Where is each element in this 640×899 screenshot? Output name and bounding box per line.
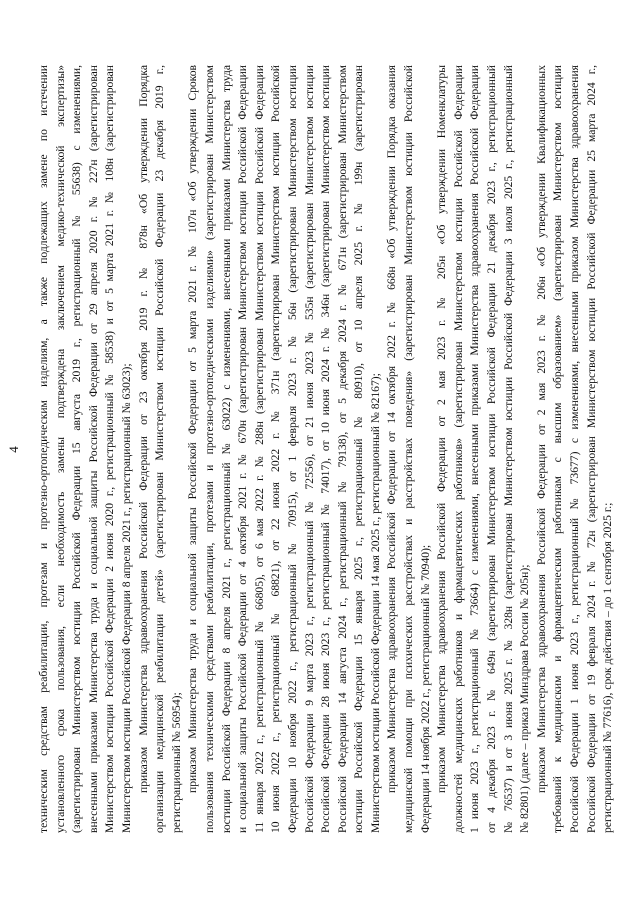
- text-line: регистрационный № 77616), срок действия – до 1 сентября 2025 г.;: [601, 502, 615, 833]
- text-line: должностей медицинских работников и фармацевтических работников» (зарегистрирован Министерством юстиции Российской Федерации: [451, 65, 465, 833]
- text-line: и социальной защиты Российской Федерации от 4 октября 2021 г. № 670н (зарегистрирован Министерством юстиции Российской Федерации: [236, 65, 250, 833]
- text-line: Российской Федерации 14 августа 2024 г., регистрационный № 79138), от 5 декабря 2024 г. № 671н (зарегистрирован Министерством: [335, 65, 349, 833]
- text-line: пользования техническими средствами реабилитации, протезами и протезно-ортопедическими изделиями» (зарегистрирован Министерством: [202, 65, 216, 833]
- text-line: Федерации 10 ноября 2022 г., регистрационный № 70915), от 1 февраля 2023 г. № 56н (зарегистрирован Министерством юстиции: [285, 65, 299, 833]
- text-line: 1 июня 2023 г., регистрационный № 73664) с изменениями, внесенными приказами Министерства здравоохранения Российской Федерации: [468, 65, 482, 833]
- document-body: [36, 65, 615, 833]
- paragraph-first-line: приказом Министерства здравоохранения Российской Федерации от 23 октября 2019 г. № 878н «Об утверждении Порядка: [136, 65, 150, 793]
- paragraph-first-line: приказом Министерства здравоохранения Российской Федерации от 2 мая 2023 г. № 206н «Об утверждении Квалификационных: [534, 65, 548, 793]
- paragraph-first-line: приказом Министерства здравоохранения Российской Федерации от 14 октября 2022 г. № 668н «Об утверждении Порядка оказания: [385, 65, 399, 793]
- text-line: 11 января 2022 г., регистрационный № 66805), от 6 мая 2022 г. № 288н (зарегистрирован Министерством юстиции Российской Федерации: [252, 65, 266, 833]
- text-line: юстиции Российской Федерации 8 апреля 2021 г., регистрационный № 63022) с изменениями, внесенными приказами Министерства труда: [219, 65, 233, 833]
- text-line: Федерации 14 ноября 2022 г., регистрационный № 70940);: [418, 544, 432, 833]
- text-line: регистрационный № 56954);: [169, 692, 183, 833]
- text-line: 10 июня 2022 г., регистрационный № 68821), от 22 июня 2022 г. № 371н (зарегистрирован Министерством юстиции Российской: [269, 65, 283, 833]
- text-line: Российской Федерации 28 июня 2023 г., регистрационный № 74017), от 10 июня 2024 г. № 346н (зарегистрирован Министерством юстиции: [319, 65, 333, 833]
- text-line: техническим средствам реабилитации, протезам и протезно-ортопедическим изделиям, а также подлежащих замене по истечении: [37, 65, 50, 833]
- text-line: № 82801) (далее – приказ Минздрава России № 205н);: [518, 564, 532, 833]
- text-line: установленного срока пользования, если необходимость замены подтверждена заключением медико-технической экспертизы»: [53, 65, 67, 833]
- text-line: организации медицинской реабилитации детей» (зарегистрирован Министерством юстиции Российской Федерации 23 декабря 2019 г.,: [153, 65, 167, 833]
- paragraph-first-line: приказом Министерства труда и социальной защиты Российской Федерации от 5 марта 2021 г. № 107н «Об утверждении Сроков: [186, 65, 200, 793]
- text-line: требований к медицинским и фармацевтическим работникам с высшим образованием» (зарегистрирован Министерством юстиции: [551, 65, 565, 833]
- text-line: Министерством юстиции Российской Федерации 2 июня 2020 г., регистрационный № 58538) и от 5 марта 2021 г. № 108н (зарегистрирован: [103, 65, 117, 833]
- text-line: от 4 декабря 2023 г. № 649н (зарегистрирован Министерством юстиции Российской Федерации 21 декабря 2023 г., регистрационный: [485, 65, 499, 833]
- paragraph-first-line: приказом Министерства здравоохранения Российской Федерации от 2 мая 2023 г. № 205н «Об утверждении Номенклатуры: [435, 65, 449, 793]
- text-line: внесенными приказами Министерства труда и социальной защиты Российской Федерации от 29 апреля 2020 г. № 227н (зарегистрирован: [86, 65, 100, 833]
- page-number: 4: [6, 446, 21, 453]
- text-line: Российской Федерации от 19 февраля 2024 г. № 72н (зарегистрирован Министерством юстиции Российской Федерации 25 марта 2024 г.,: [584, 65, 598, 833]
- text-line: № 76537) и от 3 июня 2025 г. № 328н (зарегистрирован Министерством юстиции Российской Федерации 3 июля 2025 г., регистрационный: [501, 65, 515, 833]
- text-line: (зарегистрирован Министерством юстиции Российской Федерации 15 августа 2019 г., регистрационный № 55638) с изменениями,: [70, 65, 84, 833]
- text-line: Министерством юстиции Российской Федерации 14 мая 2025 г., регистрационный № 82167);: [368, 373, 382, 833]
- text-line: медицинской помощи при психических расстройствах и расстройствах поведения» (зарегистрирован Министерством юстиции Российской: [402, 65, 416, 833]
- text-line: Российской Федерации 9 марта 2023 г., регистрационный № 72556), от 21 июня 2023 № 535н (зарегистрирован Министерством юстиции: [302, 65, 316, 833]
- text-line: юстиции Российской Федерации 15 января 2025 г., регистрационный № 80910), от 10 апреля 2025 г. № 199н (зарегистрирован: [352, 65, 366, 833]
- text-line: Министерством юстиции Российской Федерации 8 апреля 2021 г., регистрационный № 63023);: [119, 363, 133, 833]
- text-line: Российской Федерации 1 июня 2023 г., регистрационный № 73677) с изменениями, внесенными приказом Министерства здравоохранения: [568, 65, 581, 833]
